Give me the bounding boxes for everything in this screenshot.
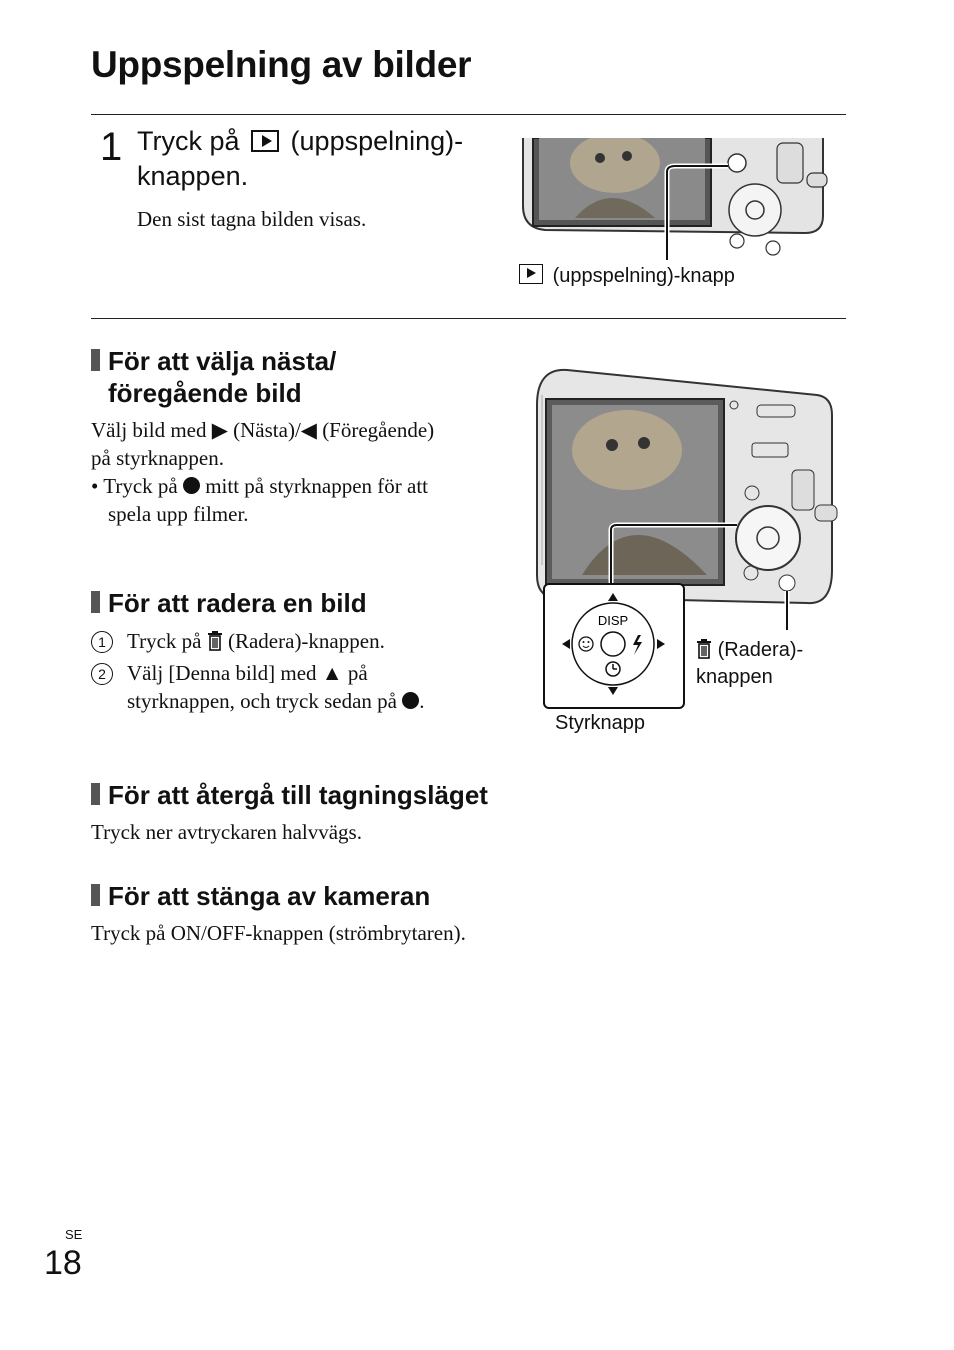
heading-text: För att stänga av kameran: [108, 881, 431, 911]
page-number: 18: [44, 1244, 82, 1282]
arrow-right-icon: [657, 639, 665, 649]
step-circle: 2: [91, 663, 113, 685]
arrow-up-icon: [608, 593, 618, 601]
heading-power-off: [91, 880, 430, 912]
divider-top: [91, 114, 846, 115]
text: .: [419, 689, 425, 713]
arrow-down-icon: [608, 687, 618, 695]
text: på: [347, 661, 368, 685]
text: Välj bild med: [91, 418, 207, 442]
divider-middle: [91, 318, 846, 319]
step-note: Den sist tagna bilden visas.: [137, 207, 367, 231]
delete-step-2: [91, 659, 511, 715]
heading-text: För att radera en bild: [108, 588, 367, 618]
heading-line2: föregående bild: [108, 378, 302, 408]
text: (Föregående): [322, 418, 435, 442]
section-marker: [91, 349, 100, 371]
text: Tryck på: [127, 629, 202, 653]
next-prev-bullet: [91, 472, 511, 528]
text: (Nästa)/: [233, 418, 301, 442]
text: mitt på styrknappen för att: [205, 474, 428, 498]
section-marker: [91, 884, 100, 906]
control-pad-diagram: [545, 585, 683, 707]
delete-button-label: [696, 637, 836, 691]
center-button-icon: [402, 692, 419, 709]
page-title: Uppspelning av bilder: [91, 44, 472, 85]
power-off-text: Tryck på ON/OFF-knappen (strömbrytaren).: [91, 921, 466, 945]
next-prev-text: [91, 416, 501, 472]
heading-next-prev: [91, 345, 336, 409]
text: styrknappen, och tryck sedan på: [127, 689, 397, 713]
heading-text: För att återgå till tagningsläget: [108, 780, 488, 810]
disp-label: DISP: [597, 613, 629, 628]
step-instruction: [137, 124, 517, 194]
playback-callout: [515, 263, 735, 290]
text: knappen: [696, 666, 773, 688]
text: på styrknappen.: [91, 446, 224, 470]
control-pad-inset: [543, 583, 685, 709]
return-text: Tryck ner avtryckaren halvvägs.: [91, 820, 362, 844]
playback-callout-label: (uppspelning)-knapp: [552, 265, 735, 287]
text: (Radera)-knappen.: [227, 629, 385, 653]
step-number: 1: [100, 125, 123, 169]
language-tag: SE: [65, 1227, 83, 1242]
text: (Radera)-: [717, 639, 804, 661]
step-circle: 1: [91, 631, 113, 653]
heading-return: [91, 779, 488, 811]
playback-icon: [251, 130, 279, 152]
center-button-icon: [183, 477, 200, 494]
control-pad-label: Styrknapp: [555, 712, 646, 734]
trash-icon: [696, 639, 712, 659]
step-text-after: (uppspelning)-: [290, 126, 464, 156]
playback-icon: [519, 264, 543, 284]
section-marker: [91, 783, 100, 805]
heading-delete: [91, 587, 367, 619]
heading-line1: För att välja nästa/: [108, 346, 337, 376]
delete-step-1: [91, 627, 385, 655]
arrow-left-icon: [562, 639, 570, 649]
bullet-marker: •: [91, 474, 99, 498]
text: Tryck på: [103, 474, 178, 498]
play-triangle-icon: ▶: [211, 418, 228, 442]
step-text-line2: knappen.: [137, 161, 249, 191]
trash-icon: [207, 631, 223, 651]
text: spela upp filmer.: [108, 502, 249, 526]
section-marker: [91, 591, 100, 613]
step-text-before: Tryck på: [137, 126, 240, 156]
text: Välj [Denna bild] med: [127, 661, 317, 685]
arrow-left-icon: ◀: [300, 418, 317, 442]
arrow-up-icon: ▲: [321, 661, 343, 685]
